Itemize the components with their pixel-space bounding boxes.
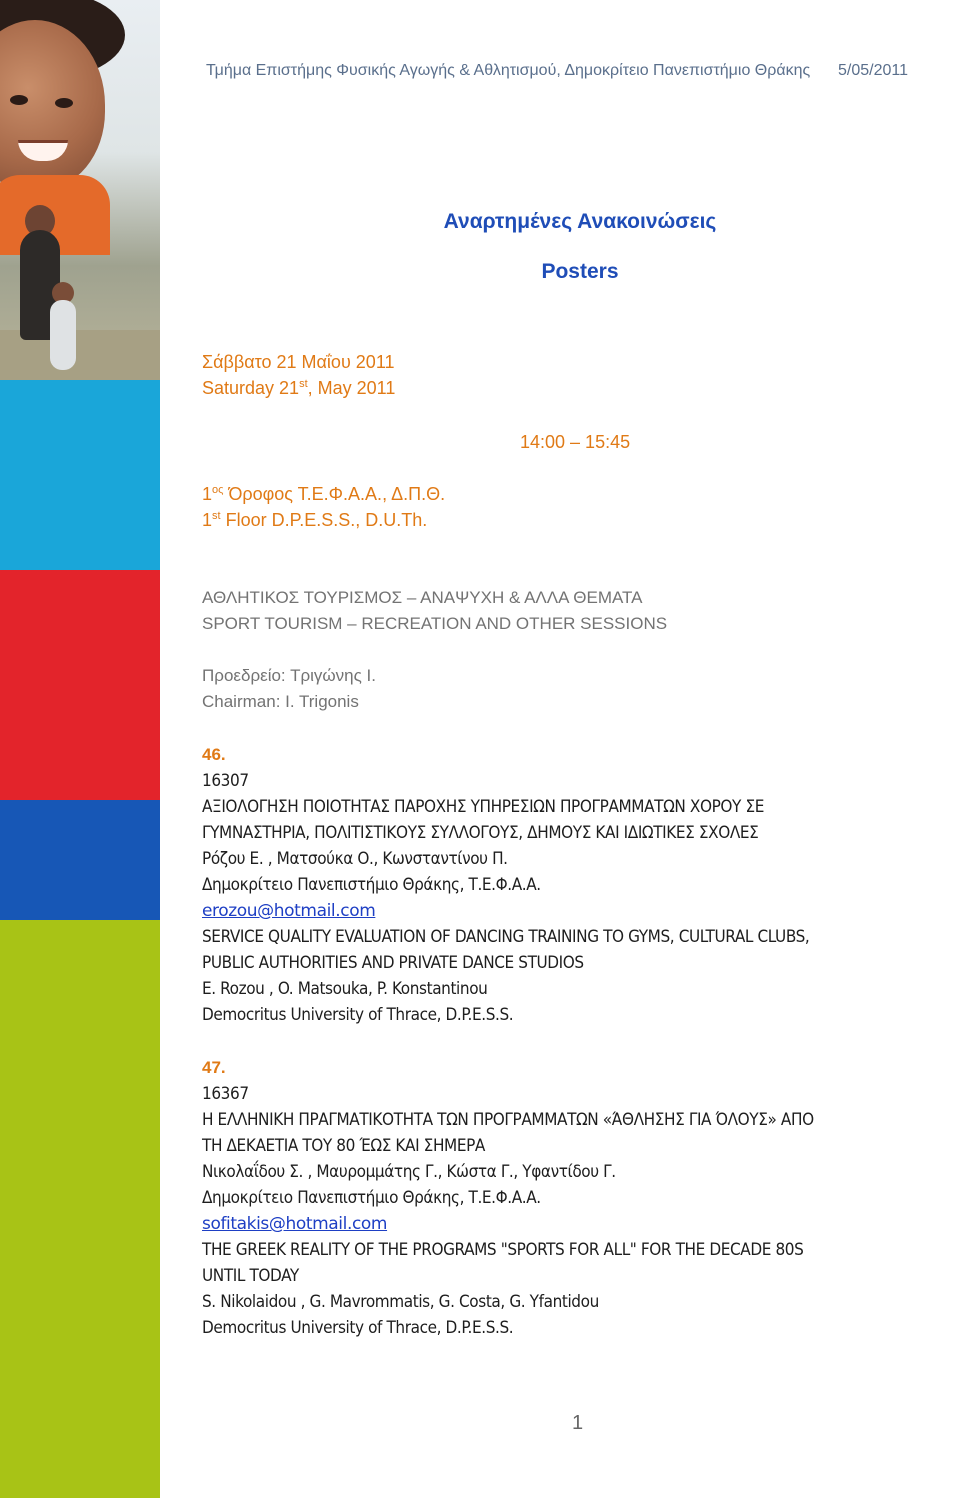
session-floor-greek: $1^{o\varsigma}$ Όροφος Τ.Ε.Φ.Α.Α., Δ.Π.Θ.: [202, 484, 446, 504]
poster-authors-greek: Νικολαΐδου Σ. , Μαυρομμάτης Γ., Κώστα Γ., Υφαντίδου Γ.: [202, 1162, 616, 1182]
poster-number: 46.: [202, 745, 226, 764]
band-red-block-2: [0, 570, 160, 800]
poster-title-english-line2: PUBLIC AUTHORITIES AND PRIVATE DANCE STUDIOS: [202, 953, 584, 973]
poster-id: 16307: [202, 771, 249, 791]
page-number: 1: [572, 1412, 584, 1434]
poster-email-link[interactable]: sofitakis@hotmail.com: [202, 1214, 388, 1234]
session-chair-english: Chairman: I. Trigonis: [202, 692, 359, 711]
session-theme-english: SPORT TOURISM – RECREATION AND OTHER SESSIONS: [202, 614, 668, 633]
poster-title-english-line1: SERVICE QUALITY EVALUATION OF DANCING TRAINING TO GYMS, CULTURAL CLUBS,: [202, 927, 810, 947]
poster-title-greek-line2: ΤΗ ΔΕΚΑΕΤΙΑ ΤΟΥ 80 ΈΩΣ ΚΑΙ ΣΗΜΕΡΑ: [202, 1136, 485, 1156]
session-time: 14:00 – 15:45: [520, 432, 631, 452]
poster-title-english-line1: THE GREEK REALITY OF THE PROGRAMS "SPORTS FOR ALL" FOR THE DECADE 80S: [202, 1240, 804, 1260]
session-theme-greek: ΑΘΛΗΤΙΚΟΣ ΤΟΥΡΙΣΜΟΣ – ΑΝΑΨΥΧΗ & ΑΛΛΑ ΘΕΜΑΤΑ: [202, 588, 643, 607]
poster-affiliation-english: Democritus University of Thrace, D.P.E.S.S.: [202, 1318, 514, 1338]
band-cyan-block: [0, 380, 160, 570]
poster-email-link[interactable]: erozou@hotmail.com: [202, 901, 376, 921]
session-floor-english: 1st Floor D.P.E.S.S., D.U.Th.: [202, 510, 428, 530]
poster-title-greek-line2: ΓΥΜΝΑΣΤΗΡΙΑ, ΠΟΛΙΤΙΣΤΙΚΟΥΣ ΣΥΛΛΟΓΟΥΣ, ΔΗΜΟΥΣ ΚΑΙ ΙΔΙΩΤΙΚΕΣ ΣΧΟΛΕΣ: [202, 823, 759, 843]
header-date: 5/05/2011: [838, 62, 908, 79]
session-chair-greek: Προεδρείο: Τριγώνης Ι.: [202, 666, 376, 685]
band-green-block: [0, 920, 160, 1498]
poster-authors-english: E. Rozou , O. Matsouka, P. Konstantinou: [202, 979, 488, 999]
poster-title-greek-line1: Η ΕΛΛΗΝΙΚΗ ΠΡΑΓΜΑΤΙΚΟΤΗΤΑ ΤΩΝ ΠΡΟΓΡΑΜΜΑΤΩΝ «ΆΘΛΗΣΗΣ ΓΙΑ ΌΛΟΥΣ» ΑΠΟ: [202, 1110, 814, 1130]
poster-affiliation-english: Democritus University of Thrace, D.P.E.S.S.: [202, 1005, 514, 1025]
poster-affiliation-greek: Δημοκρίτειο Πανεπιστήμιο Θράκης, Τ.Ε.Φ.Α.Α.: [202, 1188, 541, 1208]
poster-title-english-line2: UNTIL TODAY: [202, 1266, 299, 1286]
poster-number: 47.: [202, 1058, 226, 1077]
band-blue-block-2: [0, 800, 160, 920]
session-day-english: Saturday 21st, May 2011: [202, 378, 396, 398]
page-title-english: Posters: [541, 260, 619, 283]
poster-id: 16367: [202, 1084, 249, 1104]
poster-title-greek-line1: ΑΞΙΟΛΟΓΗΣΗ ΠΟΙΟΤΗΤΑΣ ΠΑΡΟΧΗΣ ΥΠΗΡΕΣΙΩΝ ΠΡΟΓΡΑΜΜΑΤΩΝ ΧΟΡΟΥ ΣΕ: [202, 797, 764, 817]
poster-affiliation-greek: Δημοκρίτειο Πανεπιστήμιο Θράκης, Τ.Ε.Φ.Α.Α.: [202, 875, 541, 895]
page-title-greek: Αναρτημένες Ανακοινώσεις: [443, 210, 717, 233]
children-photo: [0, 0, 160, 380]
poster-authors-english: S. Nikolaidou , G. Mavrommatis, G. Costa, G. Yfantidou: [202, 1292, 599, 1312]
header-institution: Τμήμα Επιστήμης Φυσικής Αγωγής & Αθλητισμού, Δημοκρίτειο Πανεπιστήμιο Θράκης: [206, 62, 811, 79]
session-day-greek: Σάββατο 21 Μαΐου 2011: [202, 352, 395, 372]
poster-authors-greek: Ρόζου Ε. , Ματσούκα Ο., Κωνσταντίνου Π.: [202, 849, 508, 869]
